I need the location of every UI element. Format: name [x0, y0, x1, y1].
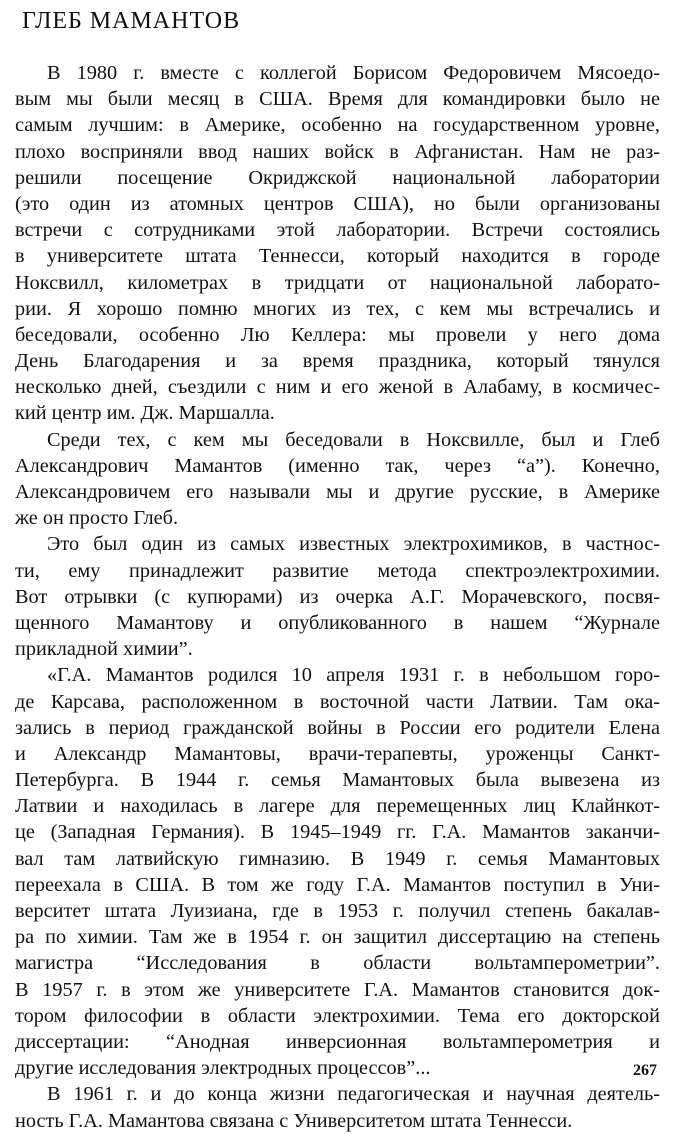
- page-number: 267: [633, 1062, 657, 1079]
- text-line: зались в период гражданской войны в России его родители Елена: [15, 716, 660, 739]
- text-line: В 1980 г. вместе с коллегой Борисом Федоровичем Мясоедо-: [47, 62, 660, 84]
- text-line: ность Г.А. Мамантова связана с Университетом штата Теннесси.: [15, 1109, 573, 1132]
- text-line: Петербурга. В 1944 г. семья Мамантовых была вывезена из: [15, 769, 660, 792]
- text-line: другие исследования электродных процессов”...: [15, 1057, 431, 1080]
- text-line: беседовали, особенно Лю Келлера: мы провели у него дома: [15, 323, 660, 346]
- text-line: диссертации: “Анодная инверсионная вольтамперометрия и: [15, 1030, 660, 1053]
- chapter-title: ГЛЕБ МАМАНТОВ: [22, 8, 241, 34]
- text-line: Александрович Мамантов (именно так, через “а”). Конечно,: [15, 454, 660, 477]
- text-line: Латвии и находилась в лагере для перемещенных лиц Клайнкот-: [15, 795, 660, 818]
- text-line: День Благодарения и за время праздника, который тянулся: [15, 350, 660, 373]
- text-line: кий центр им. Дж. Маршалла.: [15, 402, 275, 425]
- text-line: самым лучшим: в Америке, особенно на государственном уровне,: [15, 114, 660, 137]
- text-line: несколько дней, съездили с ним и его женой в Алабаму, в космичес-: [15, 376, 660, 399]
- text-line: щенного Мамантову и опубликованного в нашем “Журнале: [15, 611, 660, 634]
- text-line: тором философии в области электрохимии. Тема его докторской: [15, 1004, 660, 1027]
- text-line: рии. Я хорошо помню многих из тех, с кем мы встречались и: [15, 297, 660, 320]
- text-line: плохо восприняли ввод наших войск в Афганистан. Нам не раз-: [15, 140, 660, 163]
- text-line: Вот отрывки (с купюрами) из очерка А.Г. Морачевского, посвя-: [15, 585, 660, 608]
- text-line: решили посещение Окриджской национальной лаборатории: [15, 166, 660, 189]
- text-line: Ноксвилл, километрах в тридцати от национальной лаборато-: [15, 271, 660, 294]
- text-line: Александровичем его называли мы и другие русские, в Америке: [15, 481, 660, 503]
- text-line: вым мы были месяц в США. Время для командировки было не: [15, 88, 660, 111]
- text-line: верситет штата Луизиана, где в 1953 г. получил степень бакалав-: [15, 900, 660, 922]
- text-line: и Александр Мамантовы, врачи-терапевты, уроженцы Санкт-: [15, 742, 660, 765]
- text-line: в университете штата Теннесси, который находится в городе: [15, 245, 660, 268]
- text-line: де Карсава, расположенном в восточной части Латвии. Там ока-: [15, 690, 660, 713]
- text-line: же он просто Глеб.: [15, 507, 179, 530]
- text-line: «Г.А. Мамантов родился 10 апреля 1931 г. в небольшом горо-: [47, 664, 660, 687]
- text-line: Среди тех, с кем мы беседовали в Ноксвилле, был и Глеб: [47, 428, 660, 451]
- text-line: переехала в США. В том же году Г.А. Мамантов поступил в Уни-: [15, 873, 660, 896]
- text-line: прикладной химии”.: [15, 638, 193, 661]
- text-line: (это один из атомных центров США), но были организованы: [15, 192, 660, 215]
- text-line: Это был один из самых известных электрохимиков, в частнос-: [47, 533, 660, 556]
- text-line: В 1957 г. в этом же университете Г.А. Мамантов становится док-: [15, 978, 660, 1001]
- text-line: встречи с сотрудниками этой лаборатории. Встречи состоялись: [15, 219, 660, 242]
- text-line: це (Западная Германия). В 1945–1949 гг. Г.А. Мамантов заканчи-: [15, 821, 660, 844]
- text-line: В 1961 г. и до конца жизни педагогическая и научная деятель-: [47, 1083, 660, 1106]
- text-line: ти, ему принадлежит развитие метода спектроэлектрохимии.: [15, 559, 660, 582]
- body-text: [15, 60, 660, 1134]
- text-line: магистра “Исследования в области вольтамперометрии”.: [15, 952, 660, 975]
- text-line: ра по химии. Там же в 1954 г. он защитил диссертацию на степень: [15, 926, 660, 949]
- text-line: вал там латвийскую гимназию. В 1949 г. семья Мамантовых: [15, 847, 660, 870]
